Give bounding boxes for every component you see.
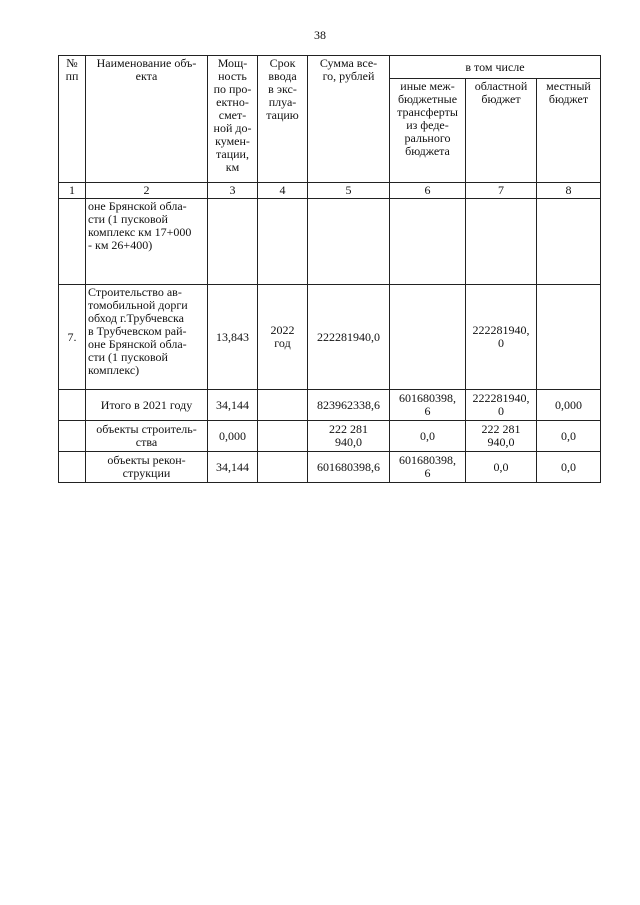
- total-sum-cell: 222281940,0: [308, 285, 390, 390]
- capacity-cell: 13,843: [208, 285, 258, 390]
- capacity-cell: 34,144: [208, 452, 258, 483]
- regional-budget-cell: [466, 199, 537, 285]
- regional-budget-cell: 0,0: [466, 452, 537, 483]
- header-capacity: [208, 56, 258, 183]
- commission-date-cell: [258, 285, 308, 390]
- header-regional-budget: [466, 79, 537, 183]
- table-row: [59, 285, 601, 390]
- total-sum-text: 222 281 940,0: [329, 422, 368, 449]
- capacity-cell: [208, 199, 258, 285]
- federal-transfers-cell: [390, 390, 466, 421]
- object-name-text: объекты рекон- струкции: [107, 453, 186, 480]
- object-name-cell: [86, 421, 208, 452]
- federal-transfers-cell: 0,0: [390, 421, 466, 452]
- table-row: [59, 199, 601, 285]
- header-capacity-text: Мощ- ность по про- ектно- смет- ной до- кумен- тации, км: [213, 56, 252, 174]
- local-budget-cell: [537, 285, 601, 390]
- regional-budget-text: 222281940, 0: [472, 323, 530, 350]
- regional-budget-text: 222 281 940,0: [481, 422, 521, 449]
- header-including-group-text: в том числе: [465, 59, 525, 74]
- column-number: 8: [537, 183, 601, 199]
- federal-transfers-cell: [390, 199, 466, 285]
- header-local-budget-text: местный бюджет: [546, 79, 591, 106]
- commission-date-cell: [258, 390, 308, 421]
- row-number-cell: [59, 199, 86, 285]
- local-budget-cell: 0,000: [537, 390, 601, 421]
- header-commission-date-text: Срок ввода в экс- плуа- тацию: [266, 56, 299, 122]
- budget-table: [58, 55, 601, 483]
- federal-transfers-text: 601680398, 6: [399, 391, 456, 418]
- row-number-cell: [59, 390, 86, 421]
- header-total-sum: [308, 56, 390, 183]
- object-name-text: оне Брянской обла- сти (1 пусковой комплекс км 17+000 - км 26+400): [88, 199, 192, 252]
- table-row: [59, 452, 601, 483]
- header-federal-transfers-text: иные меж- бюджетные трансферты из феде- рального бюджета: [397, 79, 458, 158]
- regional-budget-cell: [466, 421, 537, 452]
- row-number-cell: 7.: [59, 285, 86, 390]
- column-number-row: [59, 183, 601, 199]
- object-name-cell: [86, 199, 208, 285]
- column-number: 1: [59, 183, 86, 199]
- federal-transfers-cell: [390, 285, 466, 390]
- header-local-budget: [537, 79, 601, 183]
- table-row: [59, 390, 601, 421]
- object-name-text: Строительство ав- томобильной дорги обход г.Трубчевска в Трубчевском рай- оне Брянской обла- сти (1 пусковой комплекс): [88, 285, 188, 377]
- local-budget-cell: [537, 199, 601, 285]
- object-name-cell: [86, 452, 208, 483]
- total-sum-cell: [308, 421, 390, 452]
- column-number: 4: [258, 183, 308, 199]
- local-budget-cell: 0,0: [537, 421, 601, 452]
- federal-transfers-cell: [390, 452, 466, 483]
- column-number: 3: [208, 183, 258, 199]
- commission-date-cell: [258, 199, 308, 285]
- table-row: [59, 421, 601, 452]
- header-including-group: [390, 56, 601, 79]
- commission-date-cell: [258, 452, 308, 483]
- header-row-number: [59, 56, 86, 183]
- total-sum-cell: [308, 199, 390, 285]
- header-commission-date: [258, 56, 308, 183]
- page-number: 38: [314, 28, 326, 42]
- header-total-sum-text: Сумма все- го, рублей: [319, 56, 378, 83]
- federal-transfers-text: 601680398, 6: [399, 453, 456, 480]
- commission-date-cell: [258, 421, 308, 452]
- column-number: 7: [466, 183, 537, 199]
- object-name-text: объекты строитель- ства: [96, 422, 197, 449]
- regional-budget-cell: [466, 390, 537, 421]
- row-number-cell: [59, 452, 86, 483]
- row-number-cell: [59, 421, 86, 452]
- column-number: 2: [86, 183, 208, 199]
- header-object-name: [86, 56, 208, 183]
- commission-date-text: 2022 год: [270, 323, 295, 350]
- total-sum-cell: 601680398,6: [308, 452, 390, 483]
- total-sum-cell: 823962338,6: [308, 390, 390, 421]
- object-name-cell: Итого в 2021 году: [86, 390, 208, 421]
- capacity-cell: 0,000: [208, 421, 258, 452]
- header-federal-transfers: [390, 79, 466, 183]
- local-budget-cell: 0,0: [537, 452, 601, 483]
- header-row-number-text: № пп: [65, 56, 79, 83]
- object-name-cell: [86, 285, 208, 390]
- regional-budget-text: 222281940, 0: [472, 391, 530, 418]
- column-number: 5: [308, 183, 390, 199]
- header-regional-budget-text: областной бюджет: [474, 79, 528, 106]
- column-number: 6: [390, 183, 466, 199]
- header-object-name-text: Наименование объ- екта: [96, 56, 197, 83]
- capacity-cell: 34,144: [208, 390, 258, 421]
- regional-budget-cell: [466, 285, 537, 390]
